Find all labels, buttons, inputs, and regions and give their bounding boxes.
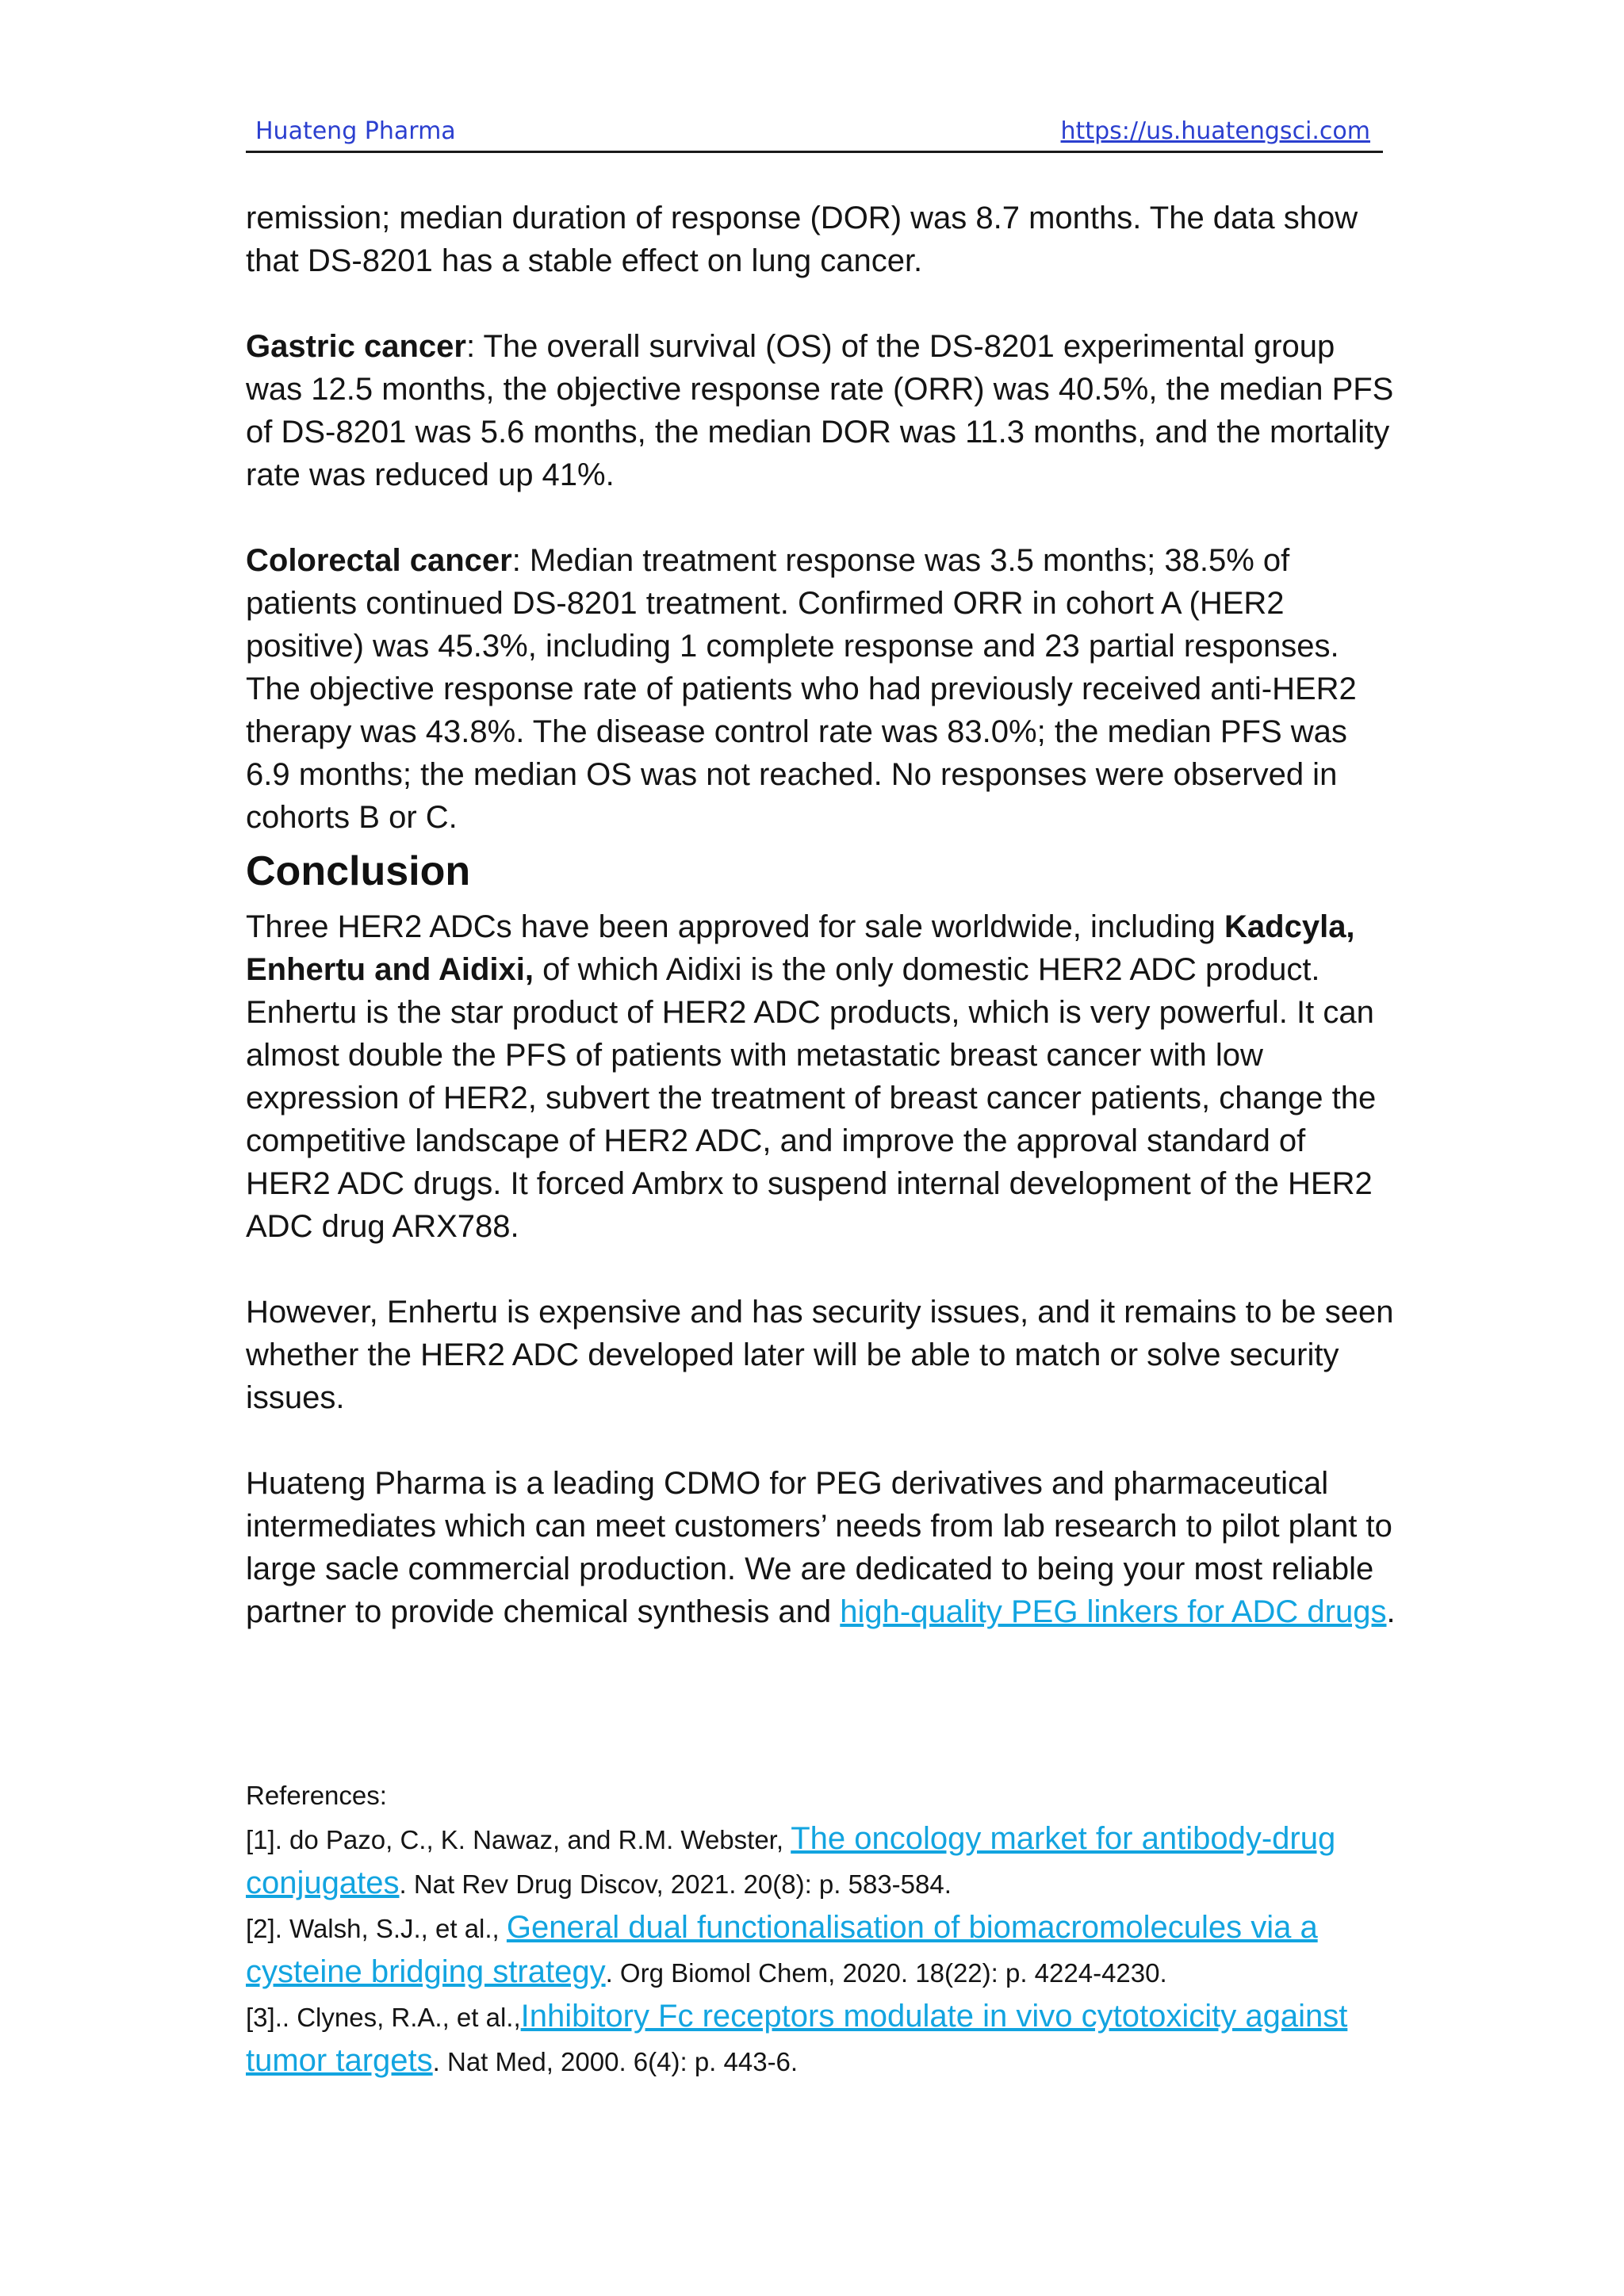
reference-2-link[interactable]: General dual functionalisation of biomacromolecules via a cysteine bridging strategy — [246, 1910, 1318, 1989]
reference-1-link[interactable]: The oncology market for antibody-drug conjugates — [246, 1821, 1336, 1900]
references-title: References: — [246, 1781, 387, 1810]
reference-3-suffix: . Nat Med, 2000. 6(4): p. 443-6. — [432, 2047, 799, 2076]
conclusion-p3-after: . — [1386, 1594, 1396, 1629]
reference-item-2 — [246, 1906, 1396, 1995]
peg-linkers-link[interactable]: high-quality PEG linkers for ADC drugs — [840, 1594, 1387, 1629]
lung-cancer-continuation: remission; median duration of response (DOR) was 8.7 months. The data show that DS-8201 has a stable effect on lung cancer. — [246, 201, 1358, 278]
gastric-cancer-text: : The overall survival (OS) of the DS-8201 experimental group was 12.5 months, the objective response rate (ORR) was 40.5%, the median PFS of DS-8201 was 5.6 months, the median DOR was 11.3 months, and the mortality rate was reduced up 41%. — [246, 329, 1394, 492]
gastric-cancer-label: Gastric cancer — [246, 329, 466, 364]
conclusion-heading: Conclusion — [246, 848, 471, 894]
colorectal-cancer-paragraph — [246, 539, 1396, 839]
references-section — [246, 1774, 1396, 2084]
header-brand: Huateng Pharma — [255, 117, 456, 145]
article-body — [246, 197, 1396, 1676]
reference-item-3 — [246, 1995, 1396, 2084]
reference-1-prefix: [1]. do Pazo, C., K. Nawaz, and R.M. Webster, — [246, 1825, 791, 1854]
conclusion-p1-bold: Kadcyla, Enhertu and Aidixi, — [246, 909, 1355, 987]
reference-item-1 — [246, 1817, 1396, 1906]
conclusion-paragraph-1 — [246, 905, 1396, 1248]
reference-3-link[interactable]: Inhibitory Fc receptors modulate in vivo cytotoxicity against tumor targets — [246, 1999, 1348, 2078]
conclusion-p1-before: Three HER2 ADCs have been approved for sale worldwide, including — [246, 909, 1225, 944]
header-site-link[interactable]: https://us.huatengsci.com — [1060, 117, 1370, 145]
page-header — [246, 116, 1383, 153]
colorectal-cancer-text: : Median treatment response was 3.5 months; 38.5% of patients continued DS-8201 treatment. Confirmed ORR in cohort A (HER2 positive) was 45.3%, including 1 complete response and 23 partial responses. The objective response rate of patients who had previously received anti-HER2 therapy was 43.8%. The disease control rate was 83.0%; the median PFS was 6.9 months; the median OS was not reached. No responses were observed in cohorts B or C. — [246, 543, 1357, 835]
gastric-cancer-paragraph — [246, 325, 1396, 496]
reference-1-suffix: . Nat Rev Drug Discov, 2021. 20(8): p. 583-584. — [399, 1869, 952, 1899]
reference-2-suffix: . Org Biomol Chem, 2020. 18(22): p. 4224-4230. — [605, 1958, 1167, 1988]
colorectal-cancer-label: Colorectal cancer — [246, 543, 512, 578]
conclusion-p3-before: Huateng Pharma is a leading CDMO for PEG derivatives and pharmaceutical intermediates which can meet customers’ needs from lab research to pilot plant to large sacle commercial production. We are dedicated to being your most reliable partner to provide chemical synthesis and — [246, 1466, 1392, 1629]
reference-2-prefix: [2]. Walsh, S.J., et al., — [246, 1914, 507, 1943]
conclusion-p1-after: of which Aidixi is the only domestic HER2 ADC product. Enhertu is the star product of HER2 ADC products, which is very powerful. It can almost double the PFS of patients with metastatic breast cancer with low expression of HER2, subvert the treatment of breast cancer patients, change the competitive landscape of HER2 ADC, and improve the approval standard of HER2 ADC drugs. It forced Ambrx to suspend internal development of the HER2 ADC drug ARX788. — [246, 952, 1377, 1244]
conclusion-paragraph-2: However, Enhertu is expensive and has security issues, and it remains to be seen whether the HER2 ADC developed later will be able to match or solve security issues. — [246, 1295, 1394, 1415]
reference-3-prefix: [3].. Clynes, R.A., et al., — [246, 2003, 521, 2032]
conclusion-paragraph-3 — [246, 1462, 1396, 1633]
